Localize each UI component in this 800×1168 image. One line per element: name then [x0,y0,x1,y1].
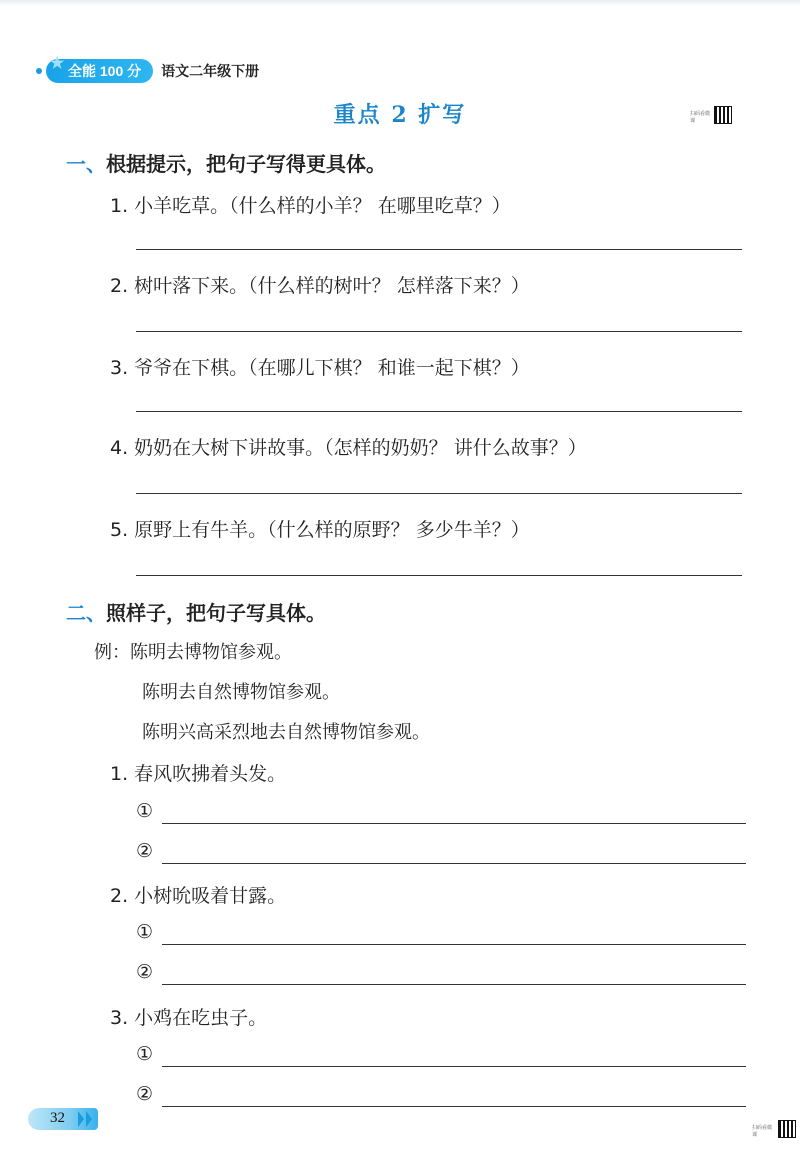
circled-one-marker: ① [136,921,154,943]
section-2-heading [66,597,326,626]
series-badge [46,55,153,83]
qr-code-icon[interactable] [714,106,732,124]
circled-one-marker: ① [136,800,154,822]
chevron-right-icon [78,1111,84,1127]
top-band [0,0,800,6]
answer-line[interactable] [162,1066,746,1067]
exercise-1-3: 3. 爷爷在下棋。（在哪儿下棋？ 和谁一起下棋？） [110,357,530,379]
section-2-text: 照样子，把句子写具体。 [106,601,326,625]
exercise-2-2: 2. 小树吮吸着甘露。 [110,885,287,907]
answer-line[interactable] [162,944,746,945]
qr-caption-top: 扫码看微课 [690,111,711,124]
chevron-right-icon [86,1111,92,1127]
circled-one-marker: ① [136,1043,154,1065]
exercise-1-2: 2. 树叶落下来。（什么样的树叶？ 怎样落下来？） [110,275,530,297]
exercise-1-1: 1. 小羊吃草。（什么样的小羊？ 在哪里吃草？） [110,195,511,217]
answer-row-2-1-a[interactable] [136,800,746,826]
answer-line[interactable] [162,984,746,985]
example-sentence-2: 陈明去自然博物馆参观。 [142,682,340,703]
star-icon: ★ [50,55,65,72]
section-1-heading [66,148,386,177]
exercise-2-1: 1. 春风吹拂着头发。 [110,763,287,785]
answer-row-2-1-b[interactable] [136,840,746,866]
page-number-tab [28,1108,98,1130]
qr-code-icon[interactable] [778,1120,796,1138]
answer-line-1-1[interactable] [136,249,742,250]
book-title: 语文二年级下册 [161,64,260,80]
example-sentence-1: 陈明去博物馆参观。 [130,642,292,663]
page-title: 重点 2 扩写 [333,102,467,128]
circled-two-marker: ② [136,1083,154,1105]
section-1-text: 根据提示，把句子写得更具体。 [106,152,386,176]
section-1-number: 一、 [66,152,106,176]
answer-line-1-5[interactable] [136,575,742,576]
series-badge-label: 全能 100 分 [68,63,142,79]
answer-line-1-4[interactable] [136,493,742,494]
answer-line[interactable] [162,863,746,864]
exercise-1-5: 5. 原野上有牛羊。（什么样的原野？ 多少牛羊？） [110,519,530,541]
circled-two-marker: ② [136,961,154,983]
page-header [36,55,260,84]
example-label: 例： [94,642,130,663]
exercise-2-3: 3. 小鸡在吃虫子。 [110,1007,268,1029]
circled-two-marker: ② [136,840,154,862]
answer-row-2-3-a[interactable] [136,1043,746,1069]
answer-line-1-2[interactable] [136,331,742,332]
example-block [94,638,292,664]
qr-caption-bottom: 扫码看微课 [752,1125,773,1138]
answer-row-2-3-b[interactable] [136,1083,746,1109]
answer-row-2-2-a[interactable] [136,921,746,947]
exercise-1-4: 4. 奶奶在大树下讲故事。（怎样的奶奶？ 讲什么故事？） [110,437,587,459]
example-sentence-3: 陈明兴高采烈地去自然博物馆参观。 [142,722,430,743]
answer-line[interactable] [162,1106,746,1107]
answer-row-2-2-b[interactable] [136,961,746,987]
section-2-number: 二、 [66,601,106,625]
header-dot [36,68,42,74]
page-number: 32 [50,1110,65,1126]
answer-line[interactable] [162,823,746,824]
answer-line-1-3[interactable] [136,411,742,412]
